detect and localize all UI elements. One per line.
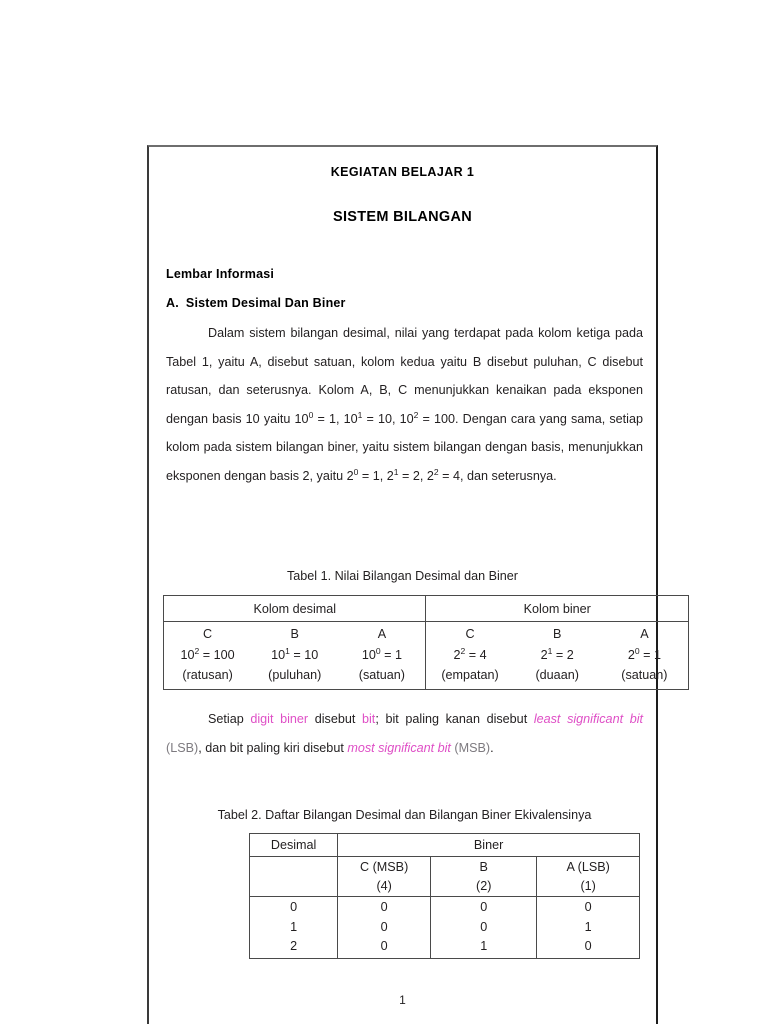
table-2-row2-c: 0	[380, 939, 388, 953]
table-2-column-desimal-values	[250, 897, 338, 959]
table-2-row1-desimal: 1	[290, 919, 298, 934]
section-a-heading	[166, 296, 346, 310]
para1-text-3: = 10, 10	[362, 411, 414, 426]
table-2-column-b-values	[431, 897, 537, 959]
section-a-letter: A.	[166, 296, 179, 310]
table-1-name-b-bin: (duaan)	[535, 668, 579, 683]
table-1-power-a-bin	[601, 645, 688, 666]
table-1-name-c-bin: (empatan)	[441, 668, 499, 683]
pwr-exp: 0	[375, 645, 381, 656]
para1-sup-2-2: 2	[433, 466, 439, 477]
pwr-exp: 2	[194, 645, 200, 656]
table-1-data-row	[164, 622, 689, 690]
table-1-power-c-dec	[164, 645, 251, 666]
table-2-sub-c-line2: (4)	[376, 878, 392, 893]
table-2-row2-b: 1	[480, 939, 488, 953]
para2-abbr-msb: (MSB)	[454, 740, 491, 755]
table-2-row2-a: 0	[584, 939, 592, 953]
pwr-base: 2	[627, 647, 635, 662]
table-2-row0-c: 0	[380, 900, 388, 914]
table-1-letter-b-dec: B	[290, 627, 299, 642]
table-2-group-header-row	[250, 834, 640, 857]
table-2-group-desimal: Desimal	[250, 834, 338, 857]
table-2-data-block-row	[250, 897, 640, 959]
table-1-name-a-dec: (satuan)	[358, 668, 405, 683]
para1-sup-10-2: 2	[413, 409, 419, 420]
pwr-exp: 1	[285, 645, 290, 656]
table-1-letter-a-bin: A	[640, 627, 649, 642]
table-1-cell-biner-c	[426, 622, 514, 690]
para2-term-msb-phrase: most significant bit	[347, 740, 451, 755]
pwr-exp: 2	[460, 645, 466, 656]
table-1-name-c-dec: (ratusan)	[182, 668, 233, 683]
table-1-caption: Tabel 1. Nilai Bilangan Desimal dan Biner	[286, 569, 518, 583]
pwr-eq: = 4	[465, 647, 487, 662]
document-content	[147, 145, 668, 1024]
body-paragraph-1	[166, 319, 643, 490]
table-2-row0-a: 0	[584, 900, 592, 914]
body-paragraph-2	[166, 705, 643, 762]
pwr-exp: 0	[634, 645, 640, 656]
table-2-group-biner: Biner	[338, 834, 640, 857]
pwr-base: 2	[540, 647, 548, 662]
table-1-cell-desimal-b	[251, 622, 338, 690]
table-2-sub-c-line1: C (MSB)	[360, 859, 409, 874]
table-2-row0-desimal: 0	[290, 900, 298, 914]
table-2-sub-b-line1: B	[479, 859, 488, 874]
table-1-power-b-bin	[514, 645, 601, 666]
pwr-base: 10	[361, 647, 376, 662]
table-2-row1-c: 0	[380, 919, 388, 934]
table-2-sub-a-line1: A (LSB)	[566, 859, 610, 874]
para1-text-1: Dalam sistem bilangan desimal, nilai yang terdapat pada kolom ketiga pada Tabel 1, yaitu A, disebut satuan, kolom kedua yaitu B disebut puluhan, C disebut ratusan, dan seterusnya. Kolom A, B, C menunjukkan kenaikan pada eksponen dengan basis 10 yaitu 10	[166, 326, 643, 426]
para2-term-lsb-phrase: least significant bit	[533, 712, 644, 726]
pwr-base: 10	[271, 647, 286, 662]
para2-text-5: , dan bit paling kiri disebut	[198, 740, 348, 755]
para1-sup-2-0: 0	[353, 466, 359, 477]
section-a-title: Sistem Desimal Dan Biner	[185, 296, 346, 310]
table-2-sub-empty	[250, 857, 338, 897]
para1-sup-10-1: 1	[357, 409, 363, 420]
para2-abbr-lsb: (LSB)	[166, 740, 199, 755]
para2-term-bit: bit	[362, 712, 376, 726]
table-2-column-a-values	[537, 897, 640, 959]
table-1-cell-biner-a	[601, 622, 689, 690]
table-2	[249, 833, 640, 959]
table-2-sub-header-row	[250, 857, 640, 897]
table-1-group-header-row	[164, 596, 689, 622]
table-1-power-a-dec	[338, 645, 425, 666]
table-1-name-b-dec: (puluhan)	[268, 668, 322, 683]
table-2-sub-a-line2: (1)	[580, 878, 596, 893]
para1-text-6: = 2, 2	[398, 468, 434, 483]
table-2-sub-b-line2: (2)	[476, 878, 492, 893]
para1-text-2: = 1, 10	[313, 411, 358, 426]
pwr-exp: 1	[547, 645, 553, 656]
para1-sup-2-1: 1	[393, 466, 399, 477]
table-2-sub-c	[338, 857, 431, 897]
para2-text-3: ; bit paling kanan disebut	[375, 712, 534, 726]
table-2-column-c-values	[338, 897, 431, 959]
table-1-group-desimal: Kolom desimal	[164, 596, 426, 622]
para2-term-digit-biner: digit biner	[250, 712, 309, 726]
para2-text-1: Setiap	[208, 712, 251, 726]
para1-sup-10-0: 0	[308, 409, 314, 420]
para1-text-5: = 1, 2	[358, 468, 394, 483]
table-1-power-c-bin	[426, 645, 513, 666]
table-2-wrapper	[249, 833, 640, 959]
table-1-wrapper	[163, 595, 689, 690]
table-2-sub-b	[431, 857, 537, 897]
para2-text-2: disebut	[308, 712, 362, 726]
table-1-name-a-bin: (satuan)	[621, 668, 668, 683]
page-subtitle: SISTEM BILANGAN	[332, 209, 473, 225]
pwr-base: 10	[180, 647, 195, 662]
pwr-eq: = 10	[289, 647, 319, 662]
para2-text-7: .	[490, 740, 494, 755]
pwr-base: 2	[453, 647, 461, 662]
pwr-eq: = 1	[380, 647, 402, 662]
table-1	[163, 595, 689, 690]
table-1-cell-desimal-a	[338, 622, 426, 690]
table-1-group-biner: Kolom biner	[426, 596, 689, 622]
table-2-caption: Tabel 2. Daftar Bilangan Desimal dan Bilangan Biner Ekivalensinya	[217, 808, 592, 822]
table-1-letter-c-dec: C	[203, 627, 213, 642]
table-1-cell-biner-b	[514, 622, 601, 690]
table-2-row1-b: 0	[480, 919, 488, 934]
table-2-row1-a: 1	[584, 919, 592, 934]
pwr-eq: = 2	[552, 647, 574, 662]
table-1-letter-b-bin: B	[553, 627, 562, 642]
para1-text-7: = 4, dan seterusnya.	[438, 468, 557, 483]
table-1-letter-a-dec: A	[377, 627, 387, 642]
lembar-informasi-heading: Lembar Informasi	[166, 267, 275, 281]
table-1-letter-c-bin: C	[465, 627, 475, 642]
table-2-row2-desimal: 2	[290, 939, 298, 953]
table-2-row0-b: 0	[480, 900, 488, 914]
page-number: 1	[399, 993, 406, 1007]
table-2-sub-a	[537, 857, 640, 897]
pwr-eq: = 1	[639, 647, 661, 662]
para1-text-4: = 100. Dengan cara yang sama, setiap kolom pada sistem bilangan biner, yaitu sistem bilangan dengan basis, menunjukkan eksponen dengan basis 2, yaitu 2	[166, 411, 643, 483]
table-1-cell-desimal-c	[164, 622, 252, 690]
page-title: KEGIATAN BELAJAR 1	[330, 165, 475, 179]
pwr-eq: = 100	[199, 647, 235, 662]
table-1-power-b-dec	[251, 645, 338, 666]
